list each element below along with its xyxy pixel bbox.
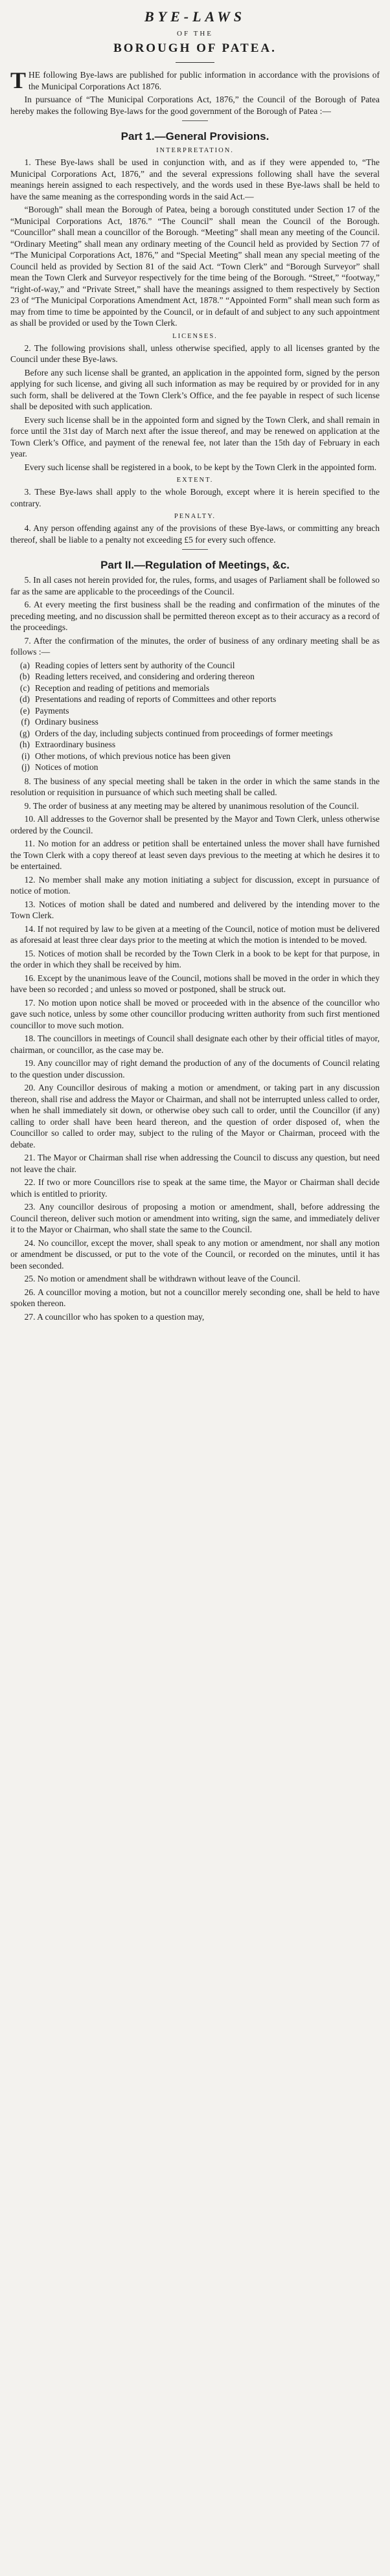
list-item: (b) Reading letters received, and considering and ordering thereon bbox=[19, 672, 255, 681]
intro-text-1: HE following Bye-laws are published for public information in accordance with the provisions of the Municipal Corporations Act 1876. bbox=[29, 70, 380, 91]
interpretation-subheading: INTERPRETATION. bbox=[156, 147, 234, 154]
section-separator bbox=[182, 120, 208, 121]
section-3: 3. These Bye-laws shall apply to the whole Borough, except where it is herein specified to the contrary. bbox=[10, 487, 380, 508]
masthead bbox=[10, 8, 380, 63]
list-item: (i) Other motions, of which previous notice has been given bbox=[21, 751, 231, 761]
section-2: 2. The following provisions shall, unless otherwise specified, apply to all licenses granted by the Council under these Bye-laws. bbox=[10, 343, 380, 364]
title-connector: OF THE bbox=[177, 30, 213, 38]
part-1-heading: Part 1.—General Provisions. bbox=[120, 130, 270, 142]
section-18: 18. The councillors in meetings of Council shall designate each other by their official titles of mayor, chairman, or councillor, as the case may be. bbox=[10, 1034, 380, 1055]
section-23: 23. Any councillor desirous of proposing a motion or amendment, shall, before addressing the Council thereon, deliver such motion or amendment into writing, sign the same, and immediately deliver it to the Mayor or Chairman, who shall state the same to the Council. bbox=[10, 1202, 380, 1234]
section-12: 12. No member shall make any motion initiating a subject for discussion, except in pursuance of notice of motion. bbox=[10, 874, 380, 896]
section-6: 6. At every meeting the first business shall be the reading and confirmation of the minutes of the preceding meeting, and no discussion shall be permitted thereon except as to their accuracy as a record of the proceedings. bbox=[10, 600, 380, 632]
list-item: (g) Orders of the day, including subjects continued from proceedings of former meetings bbox=[19, 728, 333, 738]
section-2-register: Every such license shall be registered in a book, to be kept by the Town Clerk in the appointed form. bbox=[24, 462, 377, 472]
section-15: 15. Notices of motion shall be recorded by the Town Clerk in a book to be kept for that purpose, in the order in which they shall be received by him. bbox=[10, 948, 380, 969]
list-item: (h) Extraordinary business bbox=[19, 740, 116, 749]
intro-paragraph-2: In pursuance of “The Municipal Corporations Act, 1876,” the Council of the Borough of Patea hereby makes the following Bye-laws for the good government of the Borough of Patea :— bbox=[10, 95, 380, 116]
list-item: (a) Reading copies of letters sent by authority of the Council bbox=[20, 660, 235, 670]
document-title: BYE-LAWS bbox=[144, 8, 246, 25]
section-20: 20. Any Councillor desirous of making a motion or amendment, or taking part in any discussion thereon, shall rise and address the Mayor or Chairman, and shall not be interrupted unless called to order, when he shall immediately sit down, or otherwise obey such call to order, until the Councillor (if any) calling to order shall have been heard thereon, and the question of order disposed of, when the Councillor so called to order may, subject to the ruling of the Mayor or Chairman, proceed with the debate. bbox=[10, 1083, 380, 1149]
section-19: 19. Any councillor may of right demand the production of any of the documents of Council relating to the question under discussion. bbox=[10, 1058, 380, 1079]
list-item: (c) Reception and reading of petitions and memorials bbox=[20, 683, 210, 693]
section-11: 11. No motion for an address or petition shall be entertained unless the mover shall have furnished the Town Clerk with a copy thereof at least seven days previous to the meeting at which he desires it to be entertained. bbox=[10, 839, 380, 871]
section-26: 26. A councillor moving a motion, but not a councillor merely seconding one, shall be held to have spoken thereon. bbox=[10, 1287, 380, 1308]
section-14: 14. If not required by law to be given at a meeting of the Council, notice of motion must be delivered as aforesaid at least three clear days prior to the meeting at which the motion is intended to be moved. bbox=[10, 923, 380, 945]
section-10: 10. All addresses to the Governor shall be presented by the Mayor and Town Clerk, unless otherwise ordered by the Council. bbox=[10, 814, 380, 835]
penalty-subheading: PENALTY. bbox=[174, 513, 216, 520]
section-17: 17. No motion upon notice shall be moved or proceeded with in the absence of the councillor who gave such notice, unless by some other councillor producing written authority from such first mentioned councillor to move such motion. bbox=[10, 997, 380, 1030]
section-16: 16. Except by the unanimous leave of the Council, motions shall be moved in the order in which they have been so recorded ; and unless so moved or postponed, shall be struck out. bbox=[10, 973, 380, 994]
section-9: 9. The order of business at any meeting may be altered by unanimous resolution of the Council. bbox=[24, 800, 359, 811]
definitions: “Borough” shall mean the Borough of Patea, being a borough constituted under Section 17 of the “Municipal Corporations Act, 1876.” “The Council” shall mean the Council of the Borough. “Councillor” shall mean a councillor of the Borough. “Meeting” shall mean any meeting of the Council. “Ordinary Meeting” shall mean any ordinary meeting of the Council held as provided by Section 77 of “The Municipal Corporations Act, 1876,” and “Special Meeting” shall mean any special meeting of the Council held as provided by Section 81 of the said Act. “Town Clerk” and “Borough Surveyor” shall mean the Town Clerk and Surveyor respectively for the time being of the Borough. “Street,” “footway,” “right-of-way,” and “Private Street,” shall have the meanings assigned to them respectively by Section 23 of “The Municipal Corporations Amendment Act, 1878.” “Appointed Form” shall mean such form as may from time to time be appointed by the Council, or in default of and subject to any such appointment as shall be provided or used by the Town Clerk. bbox=[10, 205, 380, 328]
list-item: (d) Presentations and reading of reports of Committees and other reports bbox=[19, 694, 277, 704]
order-of-business-list bbox=[10, 660, 380, 773]
section-separator bbox=[182, 549, 208, 550]
section-13: 13. Notices of motion shall be dated and numbered and delivered by the intending mover to the Town Clerk. bbox=[10, 899, 380, 920]
list-item: (e) Payments bbox=[20, 705, 69, 716]
section-27: 27. A councillor who has spoken to a question may, bbox=[24, 1311, 205, 1322]
section-5: 5. In all cases not herein provided for, the rules, forms, and usages of Parliament shall be followed so far as the same are applicable to the proceedings of the Council. bbox=[10, 575, 380, 596]
borough-title: BOROUGH OF PATEA. bbox=[113, 41, 277, 55]
section-2-application: Before any such license shall be granted, an application in the appointed form, signed by the person applying for such license, and giving all such information as may be required by or provided for in any such form, shall be delivered at the Town Clerk’s Office, and the fee payable in respect of such license shall be deposited with such application. bbox=[10, 367, 380, 411]
section-22: 22. If two or more Councillors rise to speak at the same time, the Mayor or Chairman shall decide which is entitled to priority. bbox=[10, 1177, 380, 1199]
list-item: (f) Ordinary business bbox=[21, 717, 98, 727]
section-4: 4. Any person offending against any of the provisions of these Bye-laws, or committing any breach thereof, shall be liable to a penalty not exceeding £5 for every such offence. bbox=[10, 523, 380, 545]
section-8: 8. The business of any special meeting shall be taken in the order in which the same stands in the resolution or requisition in pursuance of which such meeting shall be called. bbox=[10, 776, 380, 797]
section-2-form: Every such license shall be in the appointed form and signed by the Town Clerk, and shall remain in force until the 31st day of March next after the issue thereof, and may be renewed on application at the Town Clerk’s Office, and payment of the renewal fee, not later than the 15th day of February in each year. bbox=[10, 414, 380, 458]
intro-paragraph-1 bbox=[10, 69, 380, 92]
section-7: 7. After the confirmation of the minutes, the order of business of any ordinary meeting shall be as follows :— bbox=[10, 635, 380, 657]
title-rule bbox=[176, 62, 214, 63]
extent-subheading: EXTENT. bbox=[176, 477, 214, 484]
part-2-heading: Part II.—Regulation of Meetings, &c. bbox=[100, 559, 290, 571]
section-24: 24. No councillor, except the mover, shall speak to any motion or amendment, nor shall any motion or amendment be discussed, or put to the vote of the Council, or recorded on the minutes, until it has been seconded. bbox=[10, 1237, 380, 1271]
section-21: 21. The Mayor or Chairman shall rise when addressing the Council to discuss any question, but need not leave the chair. bbox=[10, 1153, 380, 1174]
drop-cap: T bbox=[10, 67, 27, 93]
section-1: 1. These Bye-laws shall be used in conjunction with, and as if they were appended to, “The Municipal Corporations Act, 1876,” and the several expressions following shall have the several meanings herein assigned to each respectively, and the words used in these Bye-laws shall be held to have the same meaning as the corresponding words in the said Act.— bbox=[10, 157, 380, 201]
list-item: (j) Notices of motion bbox=[21, 762, 98, 772]
section-25: 25. No motion or amendment shall be withdrawn without leave of the Council. bbox=[24, 1274, 301, 1283]
licenses-subheading: LICENSES. bbox=[172, 332, 218, 340]
